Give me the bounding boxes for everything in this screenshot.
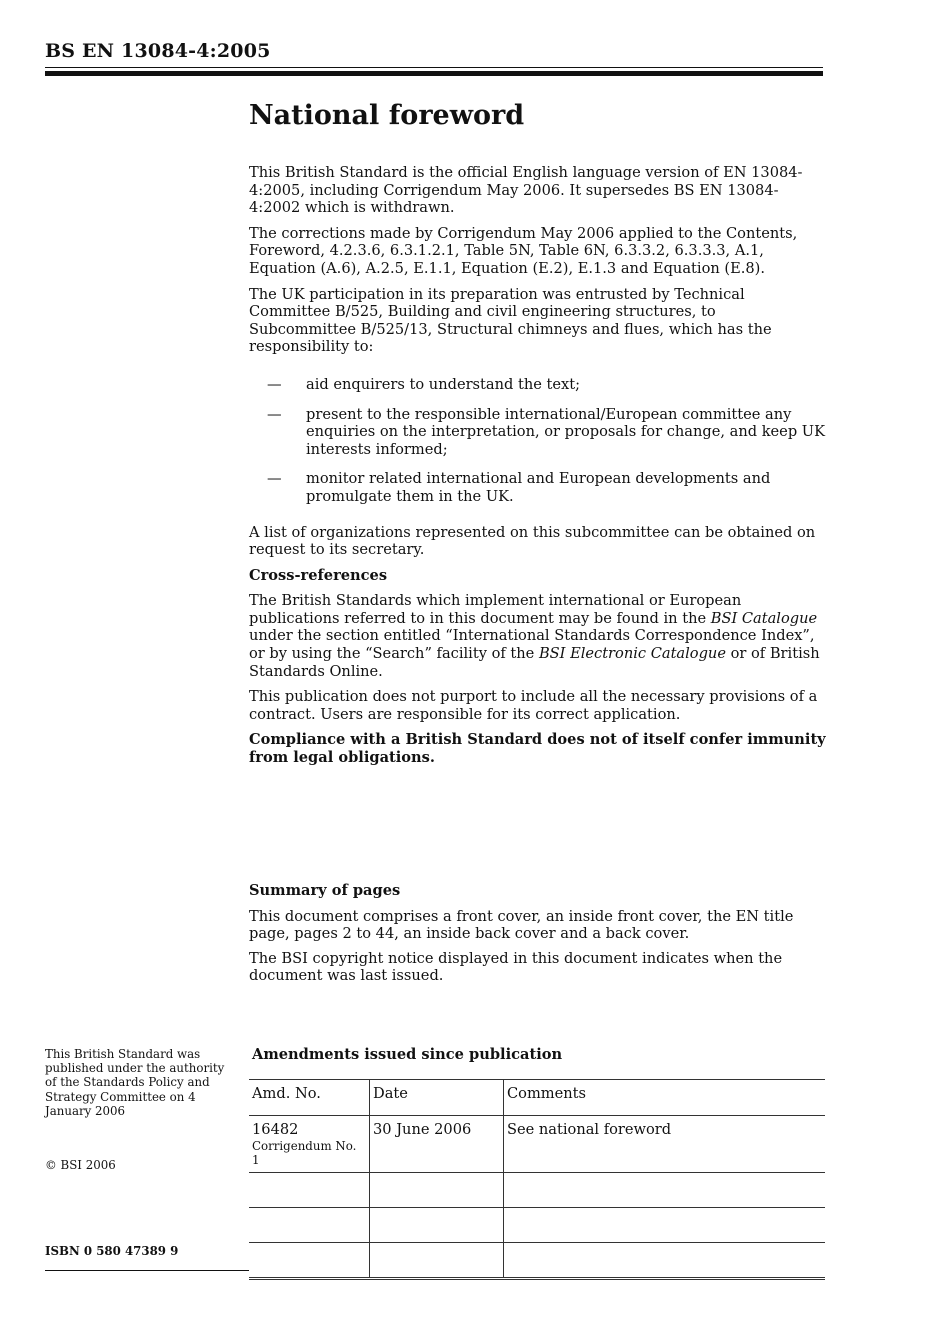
empty-cell [249, 1208, 370, 1243]
list-item [249, 406, 827, 459]
empty-cell [370, 1243, 504, 1279]
table-row [249, 1116, 825, 1173]
empty-cell [370, 1173, 504, 1208]
amd-number: 16482 [252, 1121, 299, 1138]
summary-section [249, 882, 827, 992]
footer-rule [45, 1270, 249, 1271]
authority-note: This British Standard was published under the authority of the Standards Policy and Strategy Committee on 4 January 2006 [45, 1047, 225, 1118]
column-header-date: Date [370, 1080, 504, 1116]
dash-marker: — [267, 375, 282, 393]
isbn: ISBN 0 580 47389 9 [45, 1244, 179, 1258]
empty-cell [249, 1173, 370, 1208]
bsi-catalogue-title: BSI Catalogue [710, 609, 818, 627]
amd-note: Corrigendum No. 1 [252, 1139, 357, 1167]
dash-marker: — [267, 405, 282, 423]
provisions-paragraph: This publication does not purport to include all the necessary provisions of a contract. Users are responsible for its correct application. [249, 688, 818, 723]
cross-ref-text-a: The British Standards which implement international or European publications referred to in this document may be found in the [249, 592, 742, 627]
summary-heading: Summary of pages [249, 882, 401, 899]
cross-ref-text-b: under the section entitled “International Standards Correspondence Index”, or by using the “Search” facility of the [249, 627, 815, 663]
page-title: National foreword [249, 100, 525, 131]
table-row [249, 1173, 825, 1208]
document-id: BS EN 13084-4:2005 [45, 40, 271, 62]
copyright-notice: © BSI 2006 [45, 1158, 116, 1172]
list-item [249, 470, 827, 505]
amd-no-cell [249, 1116, 370, 1173]
empty-cell [504, 1208, 826, 1243]
dash-marker: — [267, 470, 282, 488]
amendments-table [249, 1079, 825, 1280]
header-rule-thick [45, 71, 823, 76]
foreword-body [249, 164, 827, 775]
list-item [249, 376, 827, 394]
empty-cell [504, 1243, 826, 1279]
cross-ref-text-c: or of British Standards Online. [249, 645, 820, 680]
summary-paragraph-1: This document comprises a front cover, an inside front cover, the EN title page, pages 2 to 44, an inside back cover and a back cover. [249, 907, 794, 943]
cross-references-paragraph [249, 592, 827, 680]
header-rule-thin [45, 67, 823, 68]
empty-cell [370, 1208, 504, 1243]
intro-paragraph-2: The corrections made by Corrigendum May 2006 applied to the Contents, Foreword, 4.2.3.6, 6.3.1.2.1, Table 5N, Table 6N, 6.3.3.2, 6.3.3.3, A.1, Equation (A.6), A.2.5, E.1.1, Equation (E.2), E.1.3 and Equation (E.8). [249, 224, 798, 277]
empty-cell [249, 1243, 370, 1279]
list-item-text: monitor related international and European developments and promulgate them in the UK. [306, 470, 771, 505]
cross-references-heading: Cross-references [249, 566, 388, 584]
list-item-text: present to the responsible international/European committee any enquiries on the interpretation, or proposals for change, and keep UK interests informed; [306, 405, 826, 458]
responsibility-list [249, 376, 827, 506]
comments-cell: See national foreword [504, 1116, 826, 1173]
date-cell: 30 June 2006 [370, 1116, 504, 1173]
compliance-statement: Compliance with a British Standard does not of itself confer immunity from legal obligations. [249, 731, 826, 767]
summary-paragraph-2: The BSI copyright notice displayed in this document indicates when the document was last issued. [249, 949, 783, 985]
table-row [249, 1243, 825, 1279]
intro-paragraph-1: This British Standard is the official English language version of EN 13084-4:2005, including Corrigendum May 2006. It supersedes BS EN 13084-4:2002 which is withdrawn. [249, 164, 803, 217]
list-item-text: aid enquirers to understand the text; [306, 375, 581, 393]
organizations-note: A list of organizations represented on this subcommittee can be obtained on request to its secretary. [249, 523, 816, 559]
column-header-amd-no: Amd. No. [249, 1080, 370, 1116]
bsi-electronic-catalogue-title: BSI Electronic Catalogue [538, 645, 726, 663]
table-row [249, 1208, 825, 1243]
empty-cell [504, 1173, 826, 1208]
amendments-title: Amendments issued since publication [252, 1046, 563, 1063]
intro-paragraph-3: The UK participation in its preparation was entrusted by Technical Committee B/525, Building and civil engineering structures, to Subcommittee B/525/13, Structural chimneys and flues, which has the responsibility to: [249, 285, 772, 356]
column-header-comments: Comments [504, 1080, 826, 1116]
table-header-row [249, 1080, 825, 1116]
